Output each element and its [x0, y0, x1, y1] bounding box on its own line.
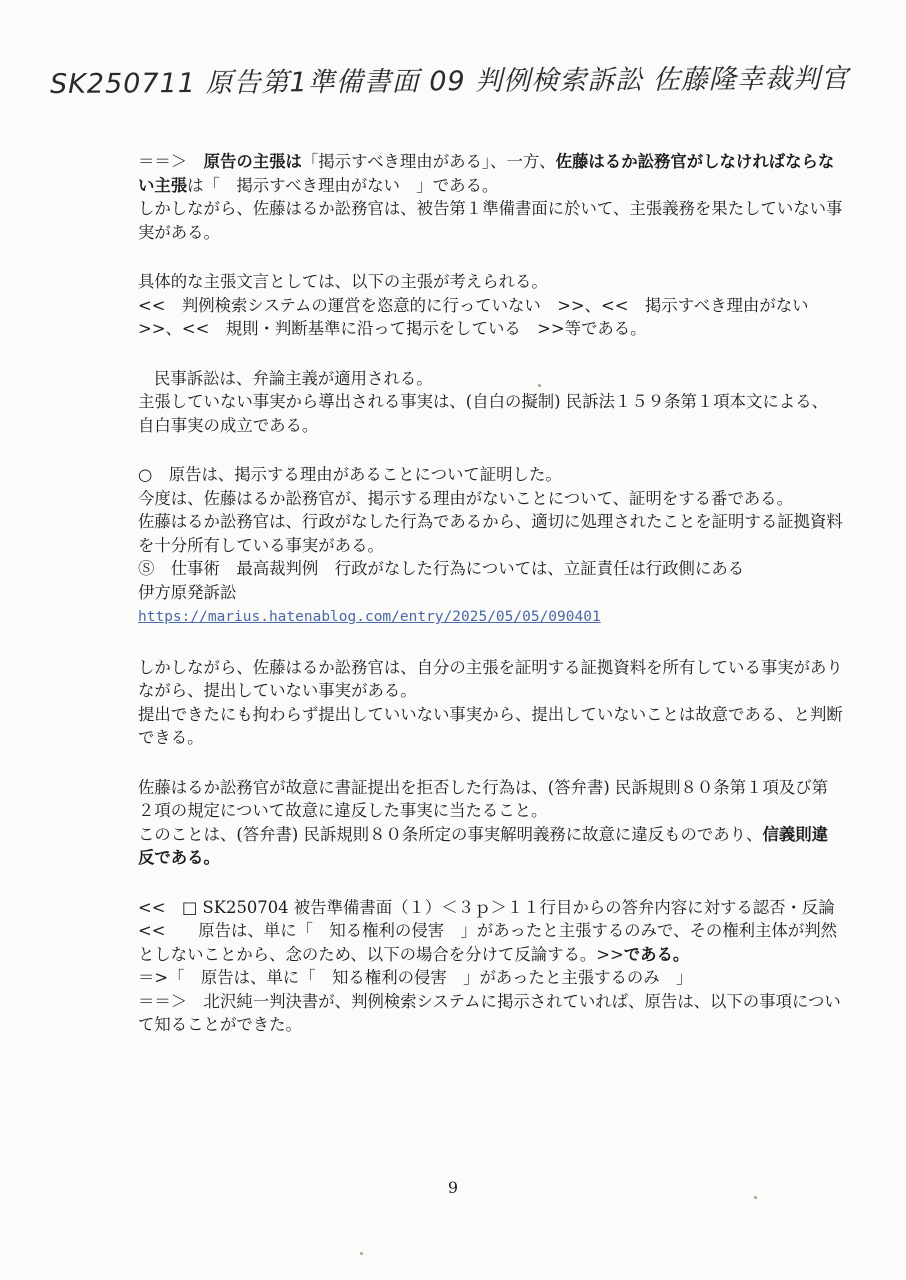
- paragraph: 今度は、佐藤はるか訟務官が、掲示する理由がないことについて、証明をする番である。: [138, 488, 793, 508]
- paragraph-claim: ＝＝＞ 原告の主張は「掲示すべき理由がある」、一方、佐藤はるか訟務官がしなければならない主張は「 掲示すべき理由がない 」である。: [138, 152, 835, 195]
- paragraph: ＝>「 原告は、単に「 知る権利の侵害 」があったと主張するのみ 」: [138, 968, 693, 987]
- scan-speck: [754, 1196, 757, 1199]
- paragraph: 民事訴訟は、弁論主義が適用される。: [154, 368, 433, 388]
- scan-speck: [360, 1252, 363, 1255]
- paragraph: 伊方原発訴訟: [138, 582, 237, 602]
- scan-speck: [538, 384, 541, 387]
- page-number: 9: [447, 1178, 459, 1197]
- paragraph: 主張していない事実から導出される事実は、(自白の擬制) 民訴法１５９条第１項本文による、自白事実の成立である。: [138, 392, 829, 435]
- document-body: [138, 150, 844, 1037]
- paragraph: 佐藤はるか訟務官が故意に書証提出を拒否した行為は、(答弁書) 民訴規則８０条第１項及び第２項の規定について故意に違反した事実に当たること。: [138, 777, 829, 820]
- reference-link[interactable]: https://marius.hatenablog.com/entry/2025/05/05/090401: [138, 609, 601, 625]
- paragraph: << 判例検索システムの運営を恣意的に行っていない >>、<< 掲示すべき理由がない >>、<< 規則・判断基準に沿って掲示をしている >>等である。: [138, 295, 825, 338]
- paragraph: しかしながら、佐藤はるか訟務官は、自分の主張を証明する証拠資料を所有している事実がありながら、提出していない事実がある。: [138, 657, 843, 700]
- paragraph: << 原告は、単に「 知る権利の侵害 」があったと主張するのみで、その権利主体が判然としないことから、念のため、以下の場合を分けて反論する。>>である。: [138, 921, 837, 964]
- paragraph: このことは、(答弁書) 民訴規則８０条所定の事実解明義務に故意に違反ものであり、信義則違反である。: [138, 824, 829, 867]
- handwritten-header: SK250711 原告第1準備書面 09 判例検索訴訟 佐藤隆幸裁判官: [49, 63, 849, 100]
- paragraph: ○ 原告は、掲示する理由があることについて証明した。: [138, 465, 562, 484]
- paragraph: Ⓢ 仕事術 最高裁判例 行政がなした行為については、立証責任は行政側にある: [138, 559, 745, 578]
- paragraph: ＝＝＞ 北沢純一判決書が、判例検索システムに掲示されていれば、原告は、以下の事項について知ることができた。: [138, 991, 841, 1034]
- paragraph: しかしながら、佐藤はるか訟務官は、被告第１準備書面に於いて、主張義務を果たしていない事実がある。: [138, 199, 843, 242]
- paragraph: 提出できたにも拘わらず提出していいない事実から、提出していないことは故意である、と判断できる。: [138, 704, 843, 747]
- reference-link-line: [138, 604, 844, 630]
- paragraph: 佐藤はるか訟務官は、行政がなした行為であるから、適切に処理されたことを証明する証拠資料を十分所有している事実がある。: [138, 512, 843, 555]
- paragraph: 具体的な主張文言としては、以下の主張が考えられる。: [138, 272, 548, 291]
- paragraph: << □ SK250704 被告準備書面（１）＜３ｐ＞１１行目からの答弁内容に対する認否・反論: [138, 897, 835, 917]
